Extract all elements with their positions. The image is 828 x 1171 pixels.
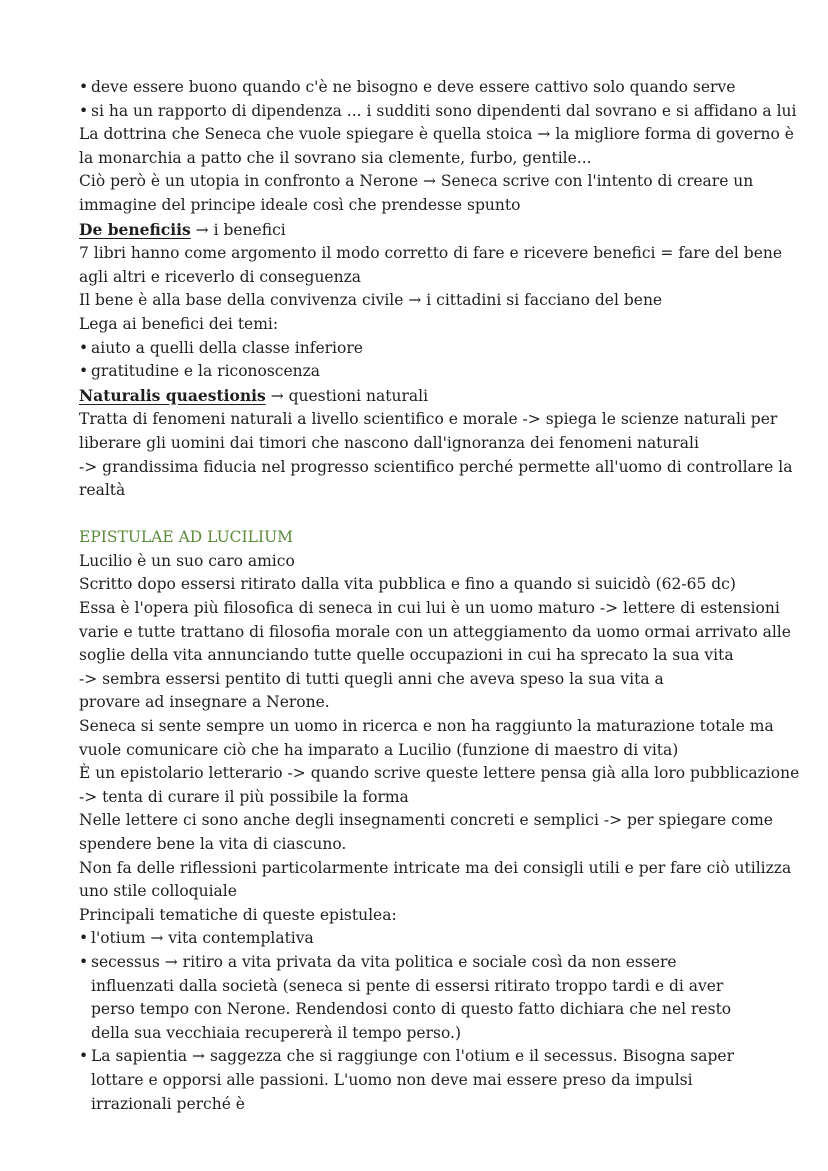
text-line: Lucilio è un suo caro amico bbox=[79, 551, 295, 570]
bullet-paragraph: • La sapientia → saggezza che si raggiunge con l'otium e il secessus. Bisogna saper lottare e opporsi alle passioni. L'uomo non deve mai essere preso da impulsi irrazionali perché è bbox=[79, 1045, 759, 1116]
de-beneficiis-heading bbox=[79, 218, 759, 243]
text-line: liberare gli uomini dai timori che nascono dall'ignoranza dei fenomeni naturali bbox=[79, 433, 699, 452]
text-line: soglie della vita annunciando tutte quelle occupazioni in cui ha sprecato la sua vita bbox=[79, 646, 734, 665]
text-line: immagine del principe ideale così che prendesse spunto bbox=[79, 195, 521, 214]
text-line: la monarchia a patto che il sovrano sia clemente, furbo, gentile... bbox=[79, 148, 592, 167]
text-line: Principali tematiche di queste epistulea: bbox=[79, 905, 397, 924]
text-line: -> grandissima fiducia nel progresso scientifico perché permette all'uomo di controllare la bbox=[79, 457, 793, 476]
text-line: Nelle lettere ci sono anche degli insegnamenti concreti e semplici -> per spiegare come bbox=[79, 811, 773, 830]
bullet-line: • gratitudine e la riconoscenza bbox=[79, 360, 759, 384]
text-line: varie e tutte trattano di filosofia morale con un atteggiamento da uomo ormai arrivato alle bbox=[79, 622, 791, 641]
text-line: uno stile colloquiale bbox=[79, 882, 237, 901]
text-line: Seneca si sente sempre un uomo in ricerca e non ha raggiunto la maturazione totale ma bbox=[79, 717, 774, 736]
bullet-line: • deve essere buono quando c'è ne bisogno e deve essere cattivo solo quando serve bbox=[79, 76, 759, 100]
naturalis-suffix: → questioni naturali bbox=[265, 386, 429, 405]
text-line: È un epistolario letterario -> quando scrive queste lettere pensa già alla loro pubblicazione bbox=[79, 764, 800, 783]
de-beneficiis-title: De beneficiis bbox=[79, 219, 191, 239]
bullet-paragraph: • secessus → ritiro a vita privata da vita politica e sociale così da non essere influenzati dalla società (seneca si pente di essersi ritirato troppo tardi e di aver perso tempo con Nerone. Rendendosi conto di questo fatto dichiara che nel resto della sua vecchiaia recupererà il tempo perso.) bbox=[79, 951, 759, 1045]
text-line: Scritto dopo essersi ritirato dalla vita pubblica e fino a quando si suicidò (62-65 dc) bbox=[79, 575, 736, 594]
text-line: realtà bbox=[79, 481, 126, 500]
text-line: vuole comunicare ciò che ha imparato a Lucilio (funzione di maestro di vita) bbox=[79, 740, 679, 759]
bullet-line: • si ha un rapporto di dipendenza ... i sudditi sono dipendenti dal sovrano e si affidano a lui bbox=[79, 100, 759, 124]
bullet-line: • aiuto a quelli della classe inferiore bbox=[79, 337, 759, 361]
naturalis-title: Naturalis quaestionis bbox=[79, 385, 266, 405]
bullet-line: • l'otium → vita contemplativa bbox=[79, 927, 759, 951]
text-line: spendere bene la vita di ciascuno. bbox=[79, 835, 347, 853]
naturalis-heading bbox=[79, 384, 759, 409]
document-page bbox=[79, 76, 800, 1116]
text-line: Essa è l'opera più filosofica di seneca in cui lui è un uomo maturo -> lettere di estensioni bbox=[79, 599, 780, 618]
text-line: -> sembra essersi pentito di tutti quegli anni che aveva speso la sua vita a bbox=[79, 669, 664, 688]
text-line: Ciò però è un utopia in confronto a Nerone → Seneca scrive con l'intento di creare un bbox=[79, 172, 754, 191]
text-line: -> tenta di curare il più possibile la forma bbox=[79, 787, 409, 806]
text-line: agli altri e riceverlo di conseguenza bbox=[79, 267, 361, 286]
text-line: provare ad insegnare a Nerone. bbox=[79, 693, 330, 712]
text-line: Tratta di fenomeni naturali a livello scientifico e morale -> spiega le scienze naturali per bbox=[79, 410, 778, 429]
epistulae-heading: EPISTULAE AD LUCILIUM bbox=[79, 528, 294, 547]
section-spacer bbox=[79, 503, 759, 527]
text-line: 7 libri hanno come argomento il modo corretto di fare e ricevere benefici = fare del bene bbox=[79, 244, 783, 263]
text-line: Lega ai benefici dei temi: bbox=[79, 314, 279, 333]
text-line: Il bene è alla base della convivenza civile → i cittadini si facciano del bene bbox=[79, 291, 663, 310]
de-beneficiis-suffix: → i benefici bbox=[190, 220, 286, 239]
text-line: Non fa delle riflessioni particolarmente intricate ma dei consigli utili e per fare ciò utilizza bbox=[79, 858, 792, 877]
text-line: La dottrina che Seneca che vuole spiegare è quella stoica → la migliore forma di governo è bbox=[79, 125, 794, 144]
